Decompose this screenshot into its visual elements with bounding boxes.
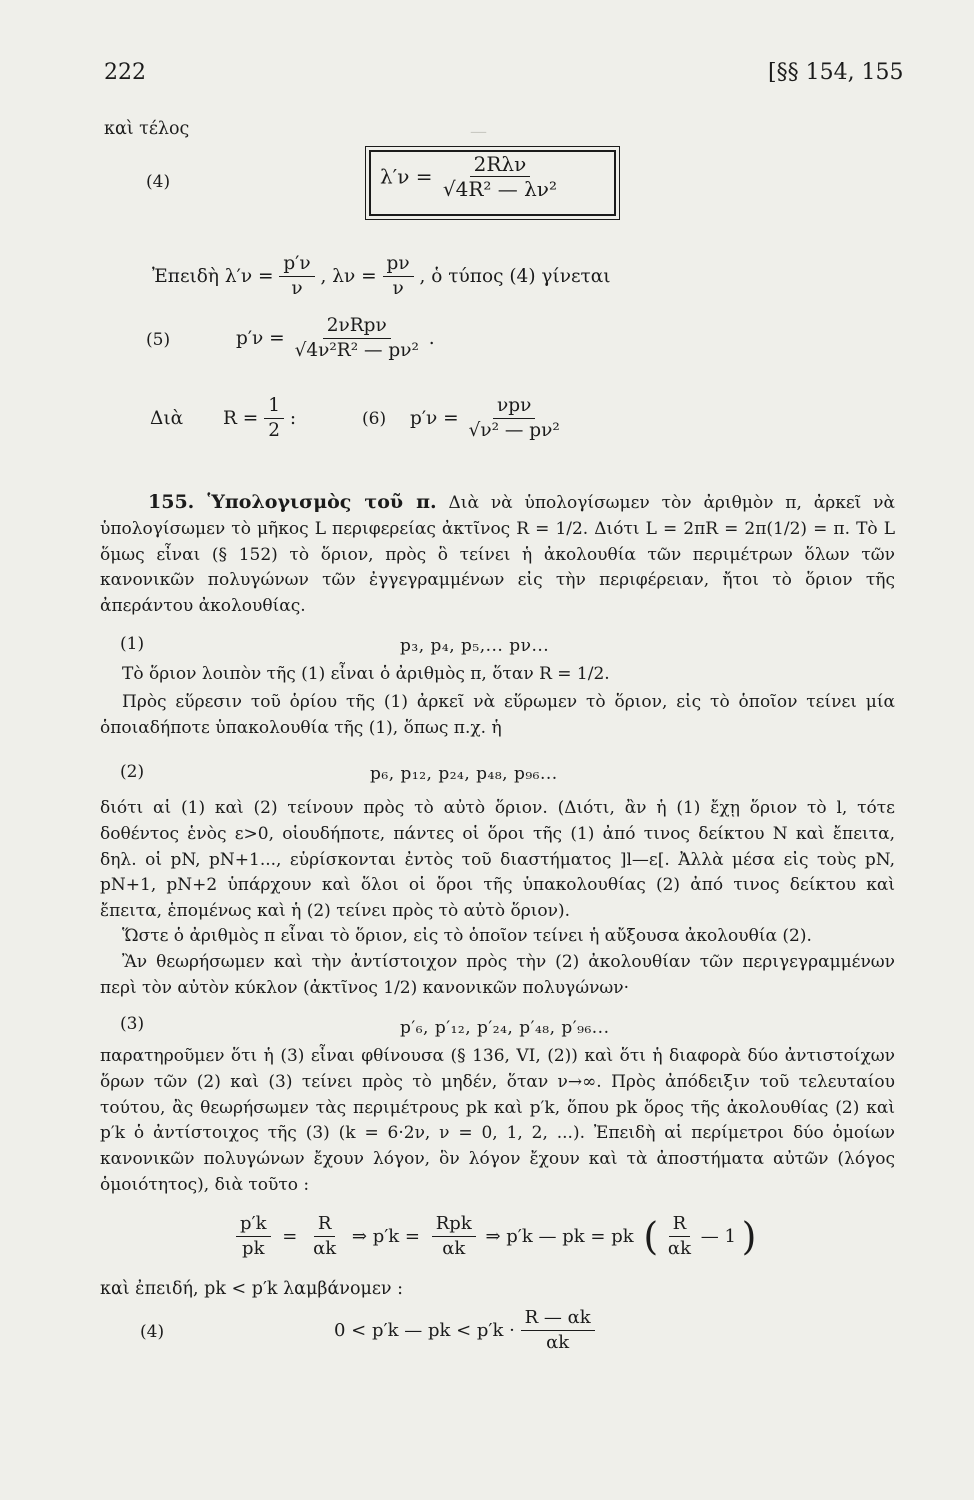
ratio-fraction-d (664, 1212, 695, 1261)
eq4-fraction (439, 152, 561, 201)
since-sep: , λν = (320, 266, 377, 287)
ratio-d-num: R (669, 1212, 691, 1237)
dia-r-eq: R = (223, 408, 259, 429)
eq4b-fraction (521, 1306, 595, 1355)
eq5-lhs: p′ν = (236, 328, 285, 349)
dia-word: Διὰ (150, 408, 184, 429)
since-tail: , ὁ τύπος (4) γίνεται (419, 266, 611, 287)
equation-label-6: (6) (362, 408, 387, 429)
since-f2-den: ν (392, 278, 404, 299)
eq5-denominator: √4ν²R² — pν² (294, 340, 419, 361)
since-f1-den: ν (291, 278, 303, 299)
eq5-numerator: 2νRpν (323, 314, 391, 339)
ratio-a-num: p′k (236, 1212, 271, 1237)
section-155-intro: Διὰ νὰ ὑπολογίσωμεν τὸν ἀριθμὸν π, ἀρκεῖ νὰ ὑπολογίσωμεν τὸ μῆκος L περιφερείας ἀκτῖνος R = 1/2. Διότι L = 2πR = 2π(1/2) = π. Τὸ L ὅμως εἶναι (§ 152) τὸ ὅριον, πρὸς ὃ τείνει ἡ ἀκολουθία τῶν περιμέτρων ὅλων τῶν κανονικῶν πολυγώνων τῶν ἐγγεγραμμένων εἰς τὴν περιφέρειαν, ἤτοι τὸ ὅριον τῆς ἀπεράντου ἀκολουθίας. (100, 493, 895, 617)
sequence-3: p′₆, p′₁₂, p′₂₄, p′₄₈, p′₉₆... (400, 1018, 610, 1038)
ratio-equation (236, 1212, 756, 1261)
since-word: Ἐπειδὴ (152, 266, 219, 287)
sequence-2: p₆, p₁₂, p₂₄, p₄₈, p₉₆... (370, 764, 558, 784)
bleed-through-mark: — (470, 122, 487, 142)
eq4-numerator: 2Rλν (470, 152, 531, 177)
ratio-fraction-b (309, 1212, 340, 1261)
sequence-1: p₃, p₄, p₅,... pν... (400, 636, 550, 656)
since-f2-num: pν (383, 252, 414, 277)
ratio-fraction-a (236, 1212, 271, 1261)
dia-half-fraction (264, 394, 284, 443)
intro-text: καὶ τέλος (104, 119, 190, 139)
paragraph-limit-pi: Τὸ ὅριον λοιπὸν τῆς (1) εἶναι ὁ ἀριθμὸς π, ὅταν R = 1/2. (122, 664, 610, 684)
since-line-2: καὶ ἐπειδή, pk < p′k λαμβάνομεν : (100, 1279, 404, 1299)
sequence-label-2: (2) (120, 762, 145, 782)
eq4b-denominator: αk (546, 1332, 570, 1353)
ratio-eq: = (282, 1226, 298, 1247)
ratio-paren-close: ) (741, 1214, 757, 1259)
equation-4 (380, 152, 561, 201)
dia-line (150, 394, 564, 443)
since-fraction-1 (279, 252, 314, 301)
paragraph-subsequence: Πρὸς εὕρεσιν τοῦ ὁρίου τῆς (1) ἀρκεῖ νὰ εὕρωμεν τὸ ὅριον, εἰς τὸ ὁποῖον τείνει μία ὁποιαδήποτε ὑπακολουθία τῆς (1), ὅπως π.χ. ἡ (100, 692, 895, 738)
sequence-label-1: (1) (120, 634, 145, 654)
equation-label-4b: (4) (140, 1322, 165, 1342)
since-fraction-2 (383, 252, 414, 301)
eq4-denominator: √4R² — λν² (442, 177, 557, 201)
equation-label-4: (4) (146, 172, 171, 192)
ratio-d-den: αk (667, 1238, 691, 1259)
paragraph-circumscribed: Ἂν θεωρήσωμεν καὶ τὴν ἀντίστοιχον πρὸς τὴν (2) ἀκολουθίαν τῶν περιγεγραμμένων περὶ τὸν αὐτὸν κύκλον (ἀκτῖνος 1/2) κανονικῶν πολυγώνων· (100, 952, 895, 998)
eq4-lhs: λ′ν = (380, 164, 433, 189)
since-f1-num: p′ν (279, 252, 314, 277)
ratio-arrow-2: ⇒ p′k — pk = pk (485, 1226, 634, 1247)
eq4b-numerator: R — αk (521, 1306, 595, 1331)
eq6-lhs: p′ν = (409, 408, 459, 429)
equation-label-5: (5) (146, 330, 171, 350)
dia-colon: : (289, 408, 297, 429)
page-number: 222 (104, 60, 146, 85)
eq6-denominator: √ν² — pν² (468, 420, 560, 441)
paragraph-conclusion: Ὥστε ὁ ἀριθμὸς π εἶναι τὸ ὅριον, εἰς τὸ ὁποῖον τείνει ἡ αὔξουσα ἀκολουθία (2). (122, 926, 812, 946)
ratio-c-num: Rpk (432, 1212, 476, 1237)
eq6-numerator: νpν (493, 394, 535, 419)
paragraph-proof: διότι αἱ (1) καὶ (2) τείνουν πρὸς τὸ αὐτὸ ὅριον. (Διότι, ἂν ἡ (1) ἔχῃ ὅριον τὸ l, τότε δοθέντος ἑνὸς ε>0, οἱουδήποτε, πάντες οἱ ὅροι τῆς (1) ἀπό τινος δείκτου N καὶ ἔπειτα, δηλ. οἱ pN, pN+1..., εὑρίσκονται ἐντὸς τοῦ διαστήματος ]l—ε[. Ἀλλὰ μέσα εἰς τοὺς pN, pN+1, pN+2 ὑπάρχουν καὶ ὅλοι οἱ ὅροι τῆς ὑπακολουθίας (2) ἀπό τινος δείκτου καὶ ἔπειτα, ἑπομένως καὶ ἡ (2) τείνει πρὸς τὸ αὐτὸ ὅριον). (100, 798, 895, 922)
ratio-b-num: R (314, 1212, 336, 1237)
paragraph-decreasing: παρατηροῦμεν ὅτι ἡ (3) εἶναι φθίνουσα (§ 136, VI, (2)) καὶ ὅτι ἡ διαφορὰ δύο ἀντιστοίχων ὅρων τῶν (2) καὶ (3) τείνει πρὸς τὸ μηδέν, ὅταν ν→∞. Πρὸς ἀπόδειξιν τοῦ τελευταίου τούτου, ἂς θεωρήσωμεν τὰς περιμέτρους pk καὶ p′k, ὅπου pk ὅρος τῆς ἀκολουθίας (2) καὶ p′k ὁ ἀντίστοιχος τῆς (3) (k = 6·2ν, ν = 0, 1, 2, ...). Ἐπειδὴ αἱ περίμετροι δύο ὁμοίων κανονικῶν πολυγώνων ἔχουν λόγον, ὃν λόγον ἔχουν καὶ τὰ ἀποστήματα αὐτῶν (λόγος ὁμοιότητος), διὰ τοῦτο : (100, 1046, 895, 1195)
eq4b-lhs: 0 < p′k — pk < p′k · (334, 1320, 515, 1341)
ratio-b-den: αk (313, 1238, 337, 1259)
dia-half-den: 2 (268, 420, 280, 441)
ratio-a-den: pk (242, 1238, 265, 1259)
ratio-paren-open: ( (643, 1214, 659, 1259)
since-l1: λ′ν = (224, 266, 274, 287)
sequence-label-3: (3) (120, 1014, 145, 1034)
eq5-fraction (291, 314, 423, 363)
ratio-c-den: αk (442, 1238, 466, 1259)
section-reference: [§§ 154, 155 (768, 60, 904, 85)
equation-4b (334, 1306, 595, 1355)
eq6-fraction (465, 394, 564, 443)
since-line (152, 252, 611, 301)
equation-5 (236, 314, 435, 363)
dia-half-num: 1 (264, 394, 284, 419)
ratio-fraction-c (432, 1212, 476, 1261)
ratio-minus-one: — 1 (700, 1226, 736, 1247)
section-155-title: 155. Ὑπολογισμὸς τοῦ π. (148, 491, 437, 513)
ratio-arrow-1: ⇒ p′k = (351, 1226, 421, 1247)
eq5-end: . (428, 328, 435, 349)
section-155-paragraph (100, 490, 895, 620)
